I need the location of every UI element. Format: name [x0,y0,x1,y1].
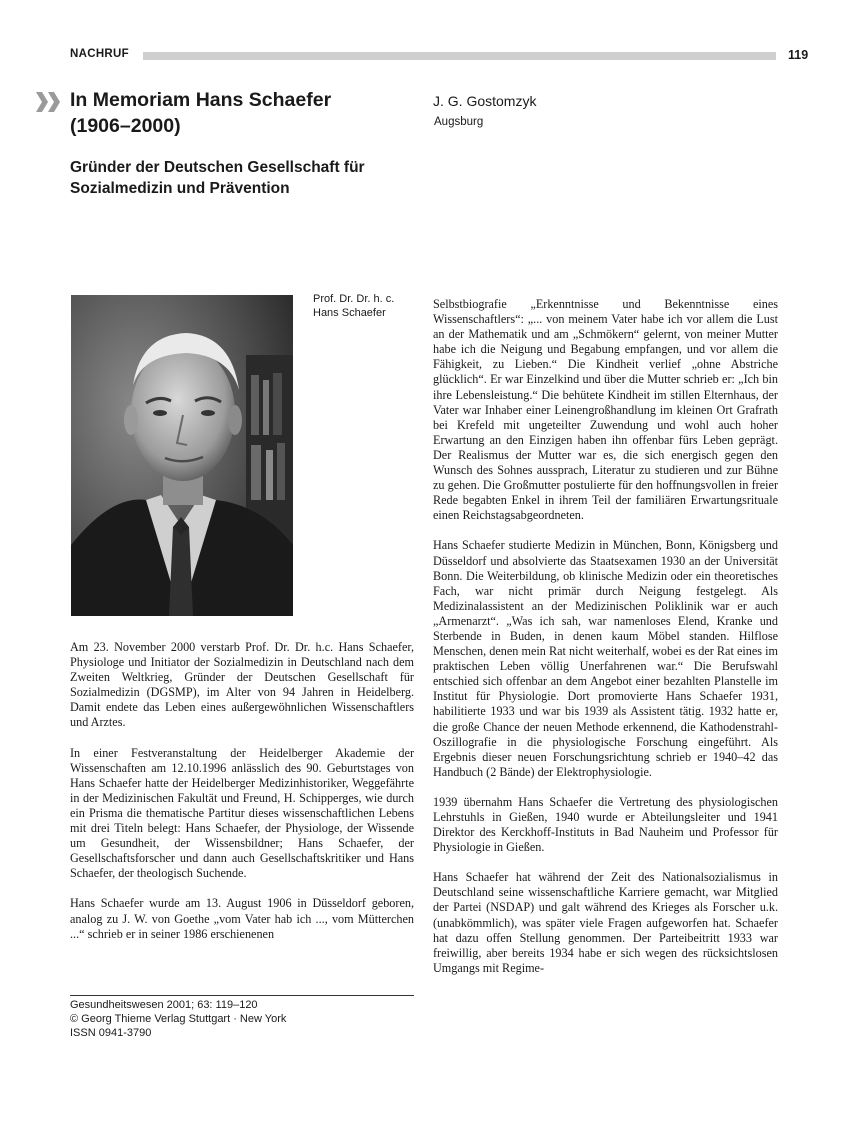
paragraph: 1939 übernahm Hans Schaefer die Vertretung des physiologischen Lehrstuhls in Gießen, 1940 wurde er Abteilungsleiter und 1941 Direktor des Kerckhoff-Instituts in Bad Nauheim und Professor für Physiologie in Gießen. [433,794,778,855]
portrait-photo [71,295,293,616]
paragraph: Am 23. November 2000 verstarb Prof. Dr. Dr. h.c. Hans Schaefer, Physiologe und Initiator der Sozialmedizin in Deutschland nach dem Zweiten Weltkrieg, Gründer der Deutschen Gesellschaft für Sozialmedizin (DGSMP), im Alter von 94 Jahren in Heidelberg. Damit endete das Leben eines außergewöhnlichen Wissenschaftlers und Arztes. [70,640,414,730]
article-subtitle [70,157,410,199]
title-line: In Memoriam Hans Schaefer [70,89,332,111]
paragraph: Selbstbiografie „Erkenntnisse und Bekenntnisse eines Wissenschaftlers“: „... von meinem Vater habe ich vor allem die Lust an der Mathematik und am „Schmökern“ gelernt, von meiner Mutter habe ich die Neigung und Begabung empfangen, und vor allem die Fähigkeit, zu Lieben.“ Die Kindheit verlief „ohne Abstriche glücklich“. Er war Einzelkind und über die Mutter schrieb er: „Ich bin ihre Lebensleistung.“ Die behütete Kindheit im stillen Elternhaus, der Vater war Inhaber einer Leinengroßhandlung im kleinen Ort Grafrath bei Krefeld mit ungeteilter Zuwendung und wohl auch hoher Erwartung an den Einzigen haben ihn offenbar fürs Leben geprägt. Der Realismus der Mutter war es, die sich energisch gegen den Wunsch des Sohnes aussprach, Literatur zu studieren und zur Bühne zu gehen. Die Großmutter postulierte für den hoffnungsvollen in freier Rede begabten Enkel in ihrem Teil der familiären Erwartungsrituale einen Reichstagsabgeordneten. [433,297,778,523]
author-name: J. G. Gostomzyk [433,93,537,109]
section-label: NACHRUF [70,48,129,60]
paragraph: Hans Schaefer hat während der Zeit des Nationalsozialismus in Deutschland seine wissenschaftliche Karriere gemacht, war Mitglied der Partei (NSDAP) und galt während des Krieges als Forscher u.k. (unabkömmlich), was später viele Fragen aufgeworfen hat. Schaefer hat dazu offen Stellung genommen. Der Parteibeitritt 1933 war freiwillig, aber bereits 1934 habe er sich wegen des rücksichtslosen Umgangs mit Regime- [433,870,778,975]
left-column [70,640,414,957]
paragraph: Hans Schaefer wurde am 13. August 1906 in Düsseldorf geboren, analog zu J. W. von Goethe „vom Vater hab ich ..., vom Mütterchen ...“ schrieb er in seiner 1986 erschienenen [70,896,414,941]
right-column [433,297,778,991]
author-affiliation: Augsburg [434,116,484,128]
paragraph: Hans Schaefer studierte Medizin in München, Bonn, Königsberg und Düsseldorf und absolvierte das Staatsexamen 1930 an der Universität Bonn. Die Weiterbildung, ob klinische Medizin oder ein theoretisches Fach, war nicht primär durch Neigung festgelegt. Als Medizinalassistent an der Medizinischen Poliklinik war er auch „Armenarzt“. „Was ich sah, war namenloses Elend, Kranke und Sterbende in Buden, in denen kaum Möbel standen. Hilflose Menschen, denen mein Rat nicht weiterhalf, wobei es der Rat eines im praktischen Leben völlig Unerfahrenen war.“ Die Berufswahl entschied sich offenbar an dem Angebot einer bezahlten Planstelle im Institut für Physiologie. Dort promovierte Hans Schaefer 1931, habilitierte 1933 und war bis 1939 als Assistent tätig. 1932 hatte er, die große Chance der neuen Methode erkennend, die Kathodenstrahl-Oszillografie in die physiologische Forschung eingeführt. Als Ergebnis dieser neuen Forschungsrichtung schrieb er 1940–42 das Handbuch (2 Bände) der Elektrophysiologie. [433,538,778,779]
photo-caption [313,292,423,320]
subtitle-line: Sozialmedizin und Prävention [70,180,290,197]
paragraph: In einer Festveranstaltung der Heidelberger Akademie der Wissenschaften am 12.10.1996 anlässlich des 90. Geburtstages von Hans Schaefer hatte der Heidelberger Medizinhistoriker, Weggefährte in der Medizinischen Fakultät und Freund, H. Schipperges, wie durch ein Prisma die thematische Partitur dieses wissenschaftlichen Lebens mit drei Titeln belegt: Hans Schaefer, der Physiologe, der Wissende um Gesundheit, der Wissensbildner; Hans Schaefer, der Gesellschaftsforscher und dann auch Gesellschaftskritiker und Hans Schaefer, der theologisch Suchende. [70,745,414,881]
issn-line: ISSN 0941-3790 [70,1027,152,1039]
copyright-line: © Georg Thieme Verlag Stuttgart · New York [70,1013,287,1025]
header-rule [143,52,776,60]
citation-footer [70,998,414,1040]
portrait-illustration [71,295,293,616]
chevron-marker-icon [36,92,62,112]
caption-line: Hans Schaefer [313,307,386,319]
title-line: (1906–2000) [70,115,181,137]
caption-line: Prof. Dr. Dr. h. c. [313,293,395,305]
citation-line: Gesundheitswesen 2001; 63: 119–120 [70,999,258,1011]
subtitle-line: Gründer der Deutschen Gesellschaft für [70,159,365,176]
article-title [70,87,410,139]
footer-rule [70,995,414,996]
page-number: 119 [788,48,809,62]
